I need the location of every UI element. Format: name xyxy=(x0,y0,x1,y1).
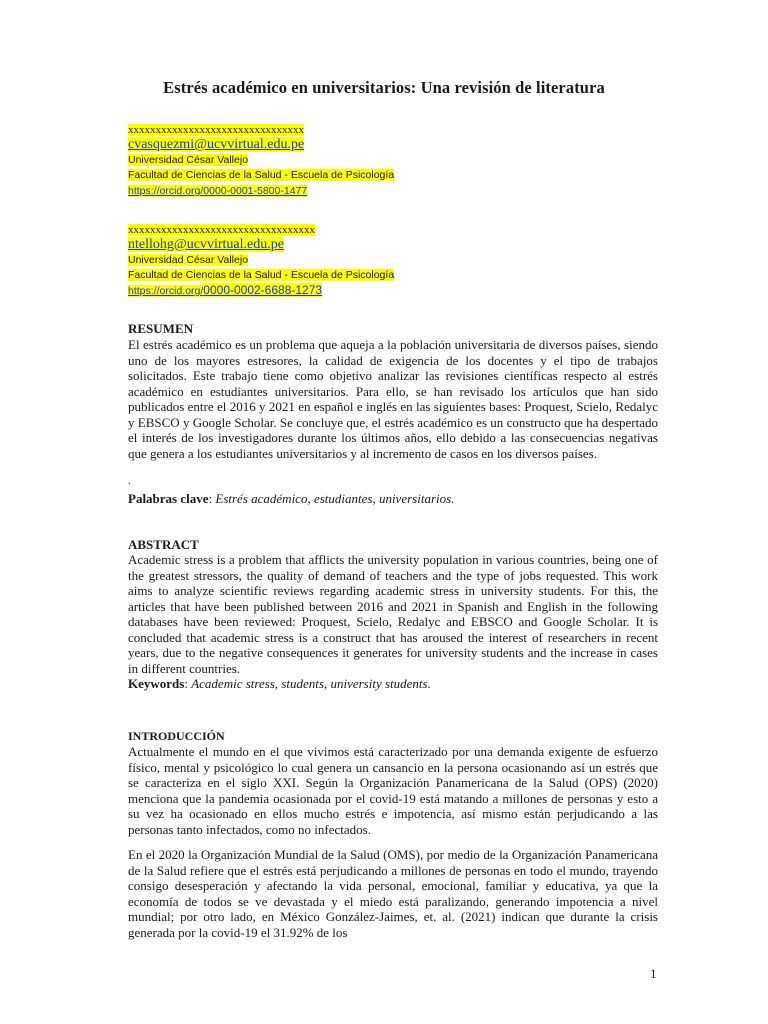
stray-dot: . xyxy=(128,476,131,487)
author-university: Universidad César Vallejo xyxy=(128,154,249,166)
palabras-clave-label: Palabras clave xyxy=(128,491,209,506)
abstract-heading: ABSTRACT xyxy=(128,537,199,552)
palabras-clave-values: Estrés académico, estudiantes, universitarios. xyxy=(215,491,455,506)
author-block-1 xyxy=(128,124,394,199)
keywords: Keywords: Academic stress, students, university students. xyxy=(128,676,431,691)
keywords-label: Keywords xyxy=(128,676,185,691)
author-placeholder: xxxxxxxxxxxxxxxxxxxxxxxxxxxxxxxx xyxy=(128,124,304,136)
author-email-link[interactable]: cvasquezmi@ucvvirtual.edu.pe xyxy=(128,137,305,152)
author-orcid-id[interactable]: 0000-0002-6688-1273 xyxy=(203,283,323,297)
paper-title: Estrés académico en universitarios: Una revisión de literatura xyxy=(163,78,605,97)
page-number: 1 xyxy=(650,966,657,981)
palabras-clave: Palabras clave: Estrés académico, estudiantes, universitarios. xyxy=(128,491,455,506)
abstract-text: Academic stress is a problem that afflicts the university population in various countries, being one of the greatest stressors, the quality of demand of teachers and the type of jobs requested. This work aims to analyze scientific reviews regarding academic stress in university students. For this, the articles that have been published between 2016 and 2021 in Spanish and English in the following databases have been reviewed: Proquest, Scielo, Redalyc and EBSCO and Google Scholar. It is concluded that academic stress is a construct that has aroused the interest of researchers in recent years, due to the negative consequences it generates for university students and the increase in cases in different countries. xyxy=(128,552,658,676)
author-email-link[interactable]: ntellohg@ucvvirtual.edu.pe xyxy=(128,237,284,252)
introduccion-paragraph-1: Actualmente el mundo en el que vivimos está caracterizado por una demanda exigente de esfuerzo físico, mental y psicológico lo cual genera un cansancio en la persona ocasionando así un estrés que se caracteriza en el siglo XXI. Según la Organización Panamericana de la Salud (OPS) (2020) menciona que la pandemia ocasionada por el covid-19 está matando a millones de personas y esto a su vez ha ocasionado en ellos mucho estrés e impotencia, así mismo están perjudicando a las personas tanto infectados, como no infectados. xyxy=(128,744,658,837)
author-block-2 xyxy=(128,224,394,299)
author-faculty: Facultad de Ciencias de la Salud - Escuela de Psicología xyxy=(128,169,395,181)
author-placeholder: xxxxxxxxxxxxxxxxxxxxxxxxxxxxxxxxxx xyxy=(128,224,315,236)
keywords-values: Academic stress, students, university students. xyxy=(191,676,431,691)
author-faculty: Facultad de Ciencias de la Salud - Escuela de Psicología xyxy=(128,269,395,281)
resumen-heading: RESUMEN xyxy=(128,321,194,336)
author-orcid-link[interactable]: https://orcid.org/0000-0001-5800-1477 xyxy=(128,185,308,197)
resumen-text: El estrés académico es un problema que aqueja a la población universitaria de diversos países, siendo uno de los mayores estresores, la calidad de exigencia de los docentes y el tipo de trabajos solicitados. Este trabajo tiene como objetivo analizar las revisiones científicas respecto al estrés académico en estudiantes universitarios. Para ello, se han revisado los artículos que han sido publicados entre el 2016 y 2021 en español e inglés en las siguientes bases: Proquest, Scielo, Redalyc y EBSCO y Google Scholar. Se concluye que, el estrés académico es un constructo que ha despertado el interés de los investigadores durante los últimos años, ello debido a las consecuencias negativas que genera a los estudiantes universitarios y al incremento de casos en los diversos países. xyxy=(128,337,658,461)
introduccion-paragraph-2: En el 2020 la Organización Mundial de la Salud (OMS), por medio de la Organización Panamericana de la Salud refiere que el estrés está perjudicando a millones de personas en todo el mundo, trayendo consigo desesperación y afectando la vida personal, emocional, familiar y educativa, ya que la economía de todos se ve devastada y el miedo está paralizando, generando impotencia a nivel mundial; por otro lado, en México González-Jaimes, et. al. (2021) indican que durante la crisis generada por la covid-19 el 31.92% de los xyxy=(128,847,658,940)
author-university: Universidad César Vallejo xyxy=(128,254,249,266)
author-orcid-link[interactable]: https://orcid.org/ xyxy=(128,285,204,297)
introduccion-heading: INTRODUCCIÓN xyxy=(128,729,225,743)
